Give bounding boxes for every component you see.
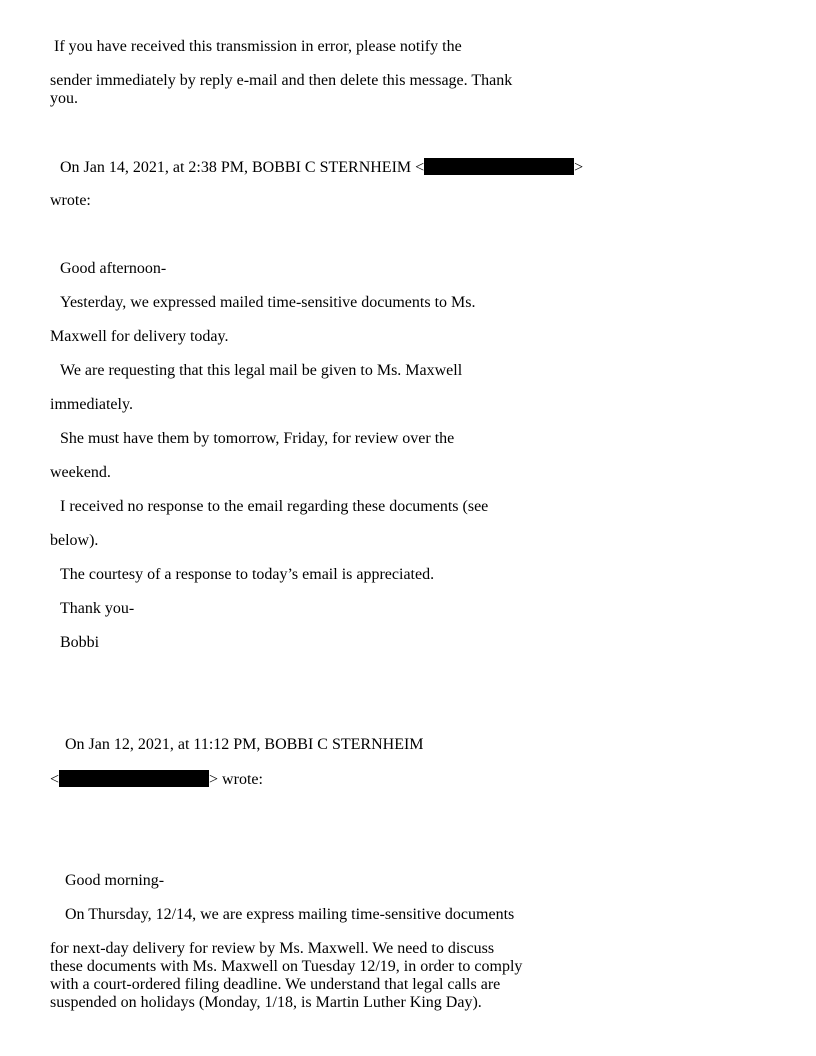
body-line: We are requesting that this legal mail be given to Ms. Maxwell (60, 362, 463, 379)
redacted-email-address (424, 158, 574, 175)
body-line: immediately. (50, 396, 133, 413)
body-paragraph: for next-day delivery for review by Ms. Maxwell. We need to discuss these documents with Ms. Maxwell on Tuesday 12/19, in order to comply with a court-ordered filing deadline. We understand that legal calls are suspended on holidays (Monday, 1/18, is Martin Luther King Day). (50, 940, 523, 1011)
body-line: below). (50, 532, 99, 549)
disclaimer-line: you. (50, 90, 78, 107)
body-line: Maxwell for delivery today. (50, 328, 229, 345)
body-line: On Thursday, 12/14, we are express mailing time-sensitive documents (65, 906, 515, 923)
email-header-text: On Jan 14, 2021, at 2:38 PM, BOBBI C STERNHEIM < (60, 159, 425, 176)
closing: Thank you- (60, 600, 135, 617)
body-line: She must have them by tomorrow, Friday, for review over the (60, 430, 455, 447)
email-header-text: > wrote: (209, 771, 263, 788)
body-line: I received no response to the email regarding these documents (see (60, 498, 489, 515)
body-line: The courtesy of a response to today’s email is appreciated. (60, 566, 435, 583)
body-line: weekend. (50, 464, 111, 481)
email-header-text: wrote: (50, 192, 91, 209)
redacted-email-address (59, 770, 209, 787)
signature: Bobbi (60, 634, 100, 651)
email-header-jan14 (60, 158, 583, 176)
email-header-text: < (50, 771, 60, 788)
disclaimer-line: If you have received this transmission in error, please notify the (50, 38, 462, 55)
body-line: Yesterday, we expressed mailed time-sensitive documents to Ms. (60, 294, 476, 311)
greeting: Good morning- (65, 872, 165, 889)
greeting: Good afternoon- (60, 260, 167, 277)
email-header-text: > (574, 159, 584, 176)
disclaimer-line: sender immediately by reply e-mail and then delete this message. Thank (50, 72, 513, 89)
email-header-jan12: On Jan 12, 2021, at 11:12 PM, BOBBI C STERNHEIM (65, 736, 424, 753)
email-header-jan12-address (50, 770, 263, 788)
